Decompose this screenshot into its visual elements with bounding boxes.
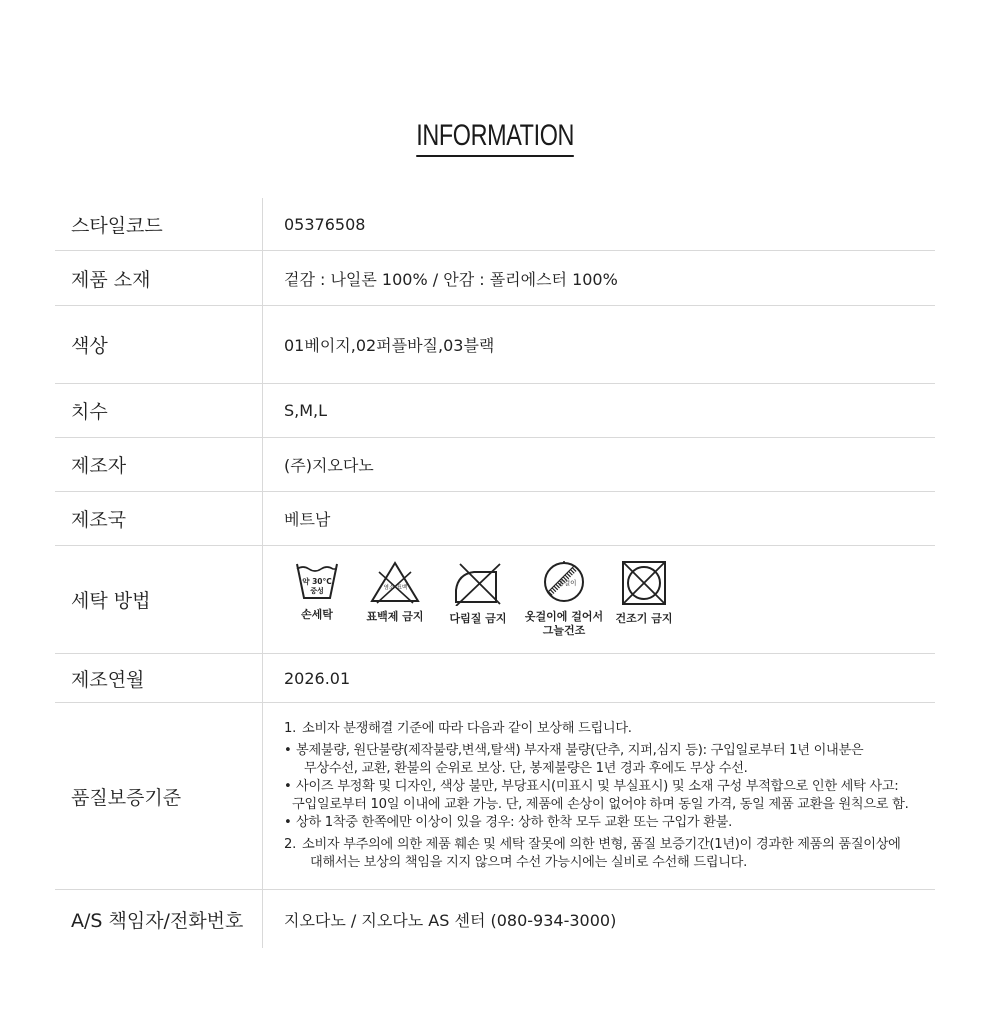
quality-bullet-1-line2: 무상수선, 교환, 환불의 순위로 보상. 단, 봉제불량은 1년 경과 후에도 무상 수선.	[304, 761, 748, 776]
material-value: 겉감 : 나일론 100% / 안감 : 폴리에스터 100%	[284, 269, 618, 289]
page-title-text: INFORMATION	[416, 118, 574, 157]
row-as-contact	[55, 890, 935, 948]
date-value: 2026.01	[284, 668, 351, 688]
as-label: A/S 책임자/전화번호	[55, 890, 263, 948]
quality-text-block	[284, 720, 908, 872]
bullet-dot: •	[284, 743, 292, 758]
manufacturer-value: (주)지오다노	[284, 456, 374, 475]
wash-item-hand-wash	[284, 560, 350, 622]
quality-bullet-2-line2: 구입일로부터 10일 이내에 교환 가능. 단, 제품에 손상이 없어야 하며 동일 가격, 동일 제품 교환을 원칙으로 함.	[292, 797, 909, 812]
quality-item-2-line1: 소비자 부주의에 의한 제품 훼손 및 세탁 잘못에 의한 변형, 품질 보증기간(1년)이 경과한 제품의 품질이상에	[302, 837, 901, 852]
no-iron-caption: 다림질 금지	[449, 611, 507, 625]
quality-value	[263, 703, 935, 889]
quality-bullet-3-line1: 상하 1착중 한쪽에만 이상이 있을 경우: 상하 한착 모두 교환 또는 구입가 환불.	[296, 815, 733, 830]
hand-wash-detergent-text: 중성	[310, 586, 324, 595]
date-label: 제조연월	[55, 654, 263, 702]
style-code-value: 05376508	[284, 214, 366, 234]
hand-wash-temp-text: 약 30°C	[302, 576, 332, 586]
row-country	[55, 492, 935, 546]
bullet-dot: •	[284, 815, 292, 830]
color-value: 01베이지,02퍼플바질,03블랙	[284, 336, 495, 355]
no-bleach-left-text: 염소	[383, 584, 395, 591]
hang-dry-caption	[525, 610, 603, 638]
country-label: 제조국	[55, 492, 263, 545]
color-label: 색상	[55, 306, 263, 383]
quality-bullet-1	[284, 742, 908, 778]
size-label: 치수	[55, 384, 263, 437]
manufacturer-label: 제조자	[55, 438, 263, 491]
row-manufacture-date	[55, 654, 935, 703]
wash-icon-list	[284, 560, 676, 638]
row-washing	[55, 546, 935, 654]
country-value: 베트남	[284, 510, 331, 529]
quality-bullet-3	[284, 814, 908, 832]
washing-label: 세탁 방법	[55, 546, 263, 653]
quality-label: 품질보증기준	[55, 703, 263, 889]
wash-item-no-bleach	[350, 560, 440, 624]
quality-item-2-line2: 대해서는 보상의 책임을 지지 않으며 수선 가능시에는 실비로 수선해 드립니다.	[310, 855, 747, 870]
quality-item-1-number: 1.	[284, 721, 296, 736]
hang-dry-inner-text: 옷걸이	[557, 578, 577, 587]
as-value: 지오다노 / 지오다노 AS 센터 (080-934-3000)	[284, 910, 617, 930]
no-tumble-dry-caption: 건조기 금지	[615, 611, 673, 625]
no-bleach-icon	[369, 560, 421, 604]
row-color	[55, 306, 935, 384]
wash-item-no-tumble-dry	[612, 560, 676, 626]
hang-dry-shade-icon	[540, 560, 588, 604]
washing-value	[263, 546, 935, 653]
page-title	[0, 118, 990, 157]
no-bleach-right-text: 표백	[396, 584, 408, 591]
quality-item-1	[284, 720, 908, 738]
row-material	[55, 251, 935, 306]
row-style-code	[55, 198, 935, 251]
size-value: S,M,L	[284, 401, 328, 420]
material-label: 제품 소재	[55, 251, 263, 305]
quality-item-2	[284, 836, 908, 872]
hand-wash-caption: 손세탁	[301, 607, 333, 621]
hang-dry-caption-line1: 옷걸이에 걸어서	[524, 609, 604, 623]
wash-item-no-iron	[440, 560, 516, 626]
no-bleach-caption: 표백제 금지	[366, 609, 424, 623]
info-table	[55, 198, 935, 948]
row-quality	[55, 703, 935, 890]
wash-item-hang-dry	[516, 560, 612, 638]
quality-bullet-2	[284, 778, 908, 814]
style-code-label: 스타일코드	[55, 198, 263, 250]
bullet-dot: •	[284, 779, 292, 794]
no-tumble-dry-icon	[620, 560, 668, 606]
quality-item-1-text: 소비자 분쟁해결 기준에 따라 다음과 같이 보상해 드립니다.	[302, 721, 632, 736]
hand-wash-30c-icon	[294, 560, 340, 602]
quality-bullet-2-line1: 사이즈 부정확 및 디자인, 색상 불만, 부당표시(미표시 및 부실표시) 및 소재 구성 부적합으로 인한 세탁 사고:	[296, 779, 899, 794]
no-iron-icon	[452, 560, 504, 606]
hang-dry-caption-line2: 그늘건조	[542, 623, 586, 637]
quality-item-2-number: 2.	[284, 837, 296, 852]
quality-bullet-1-line1: 봉제불량, 원단불량(제작불량,변색,탈색) 부자재 불량(단추, 지퍼,심지 등): 구입일로부터 1년 이내분은	[296, 743, 864, 758]
row-size	[55, 384, 935, 438]
row-manufacturer	[55, 438, 935, 492]
